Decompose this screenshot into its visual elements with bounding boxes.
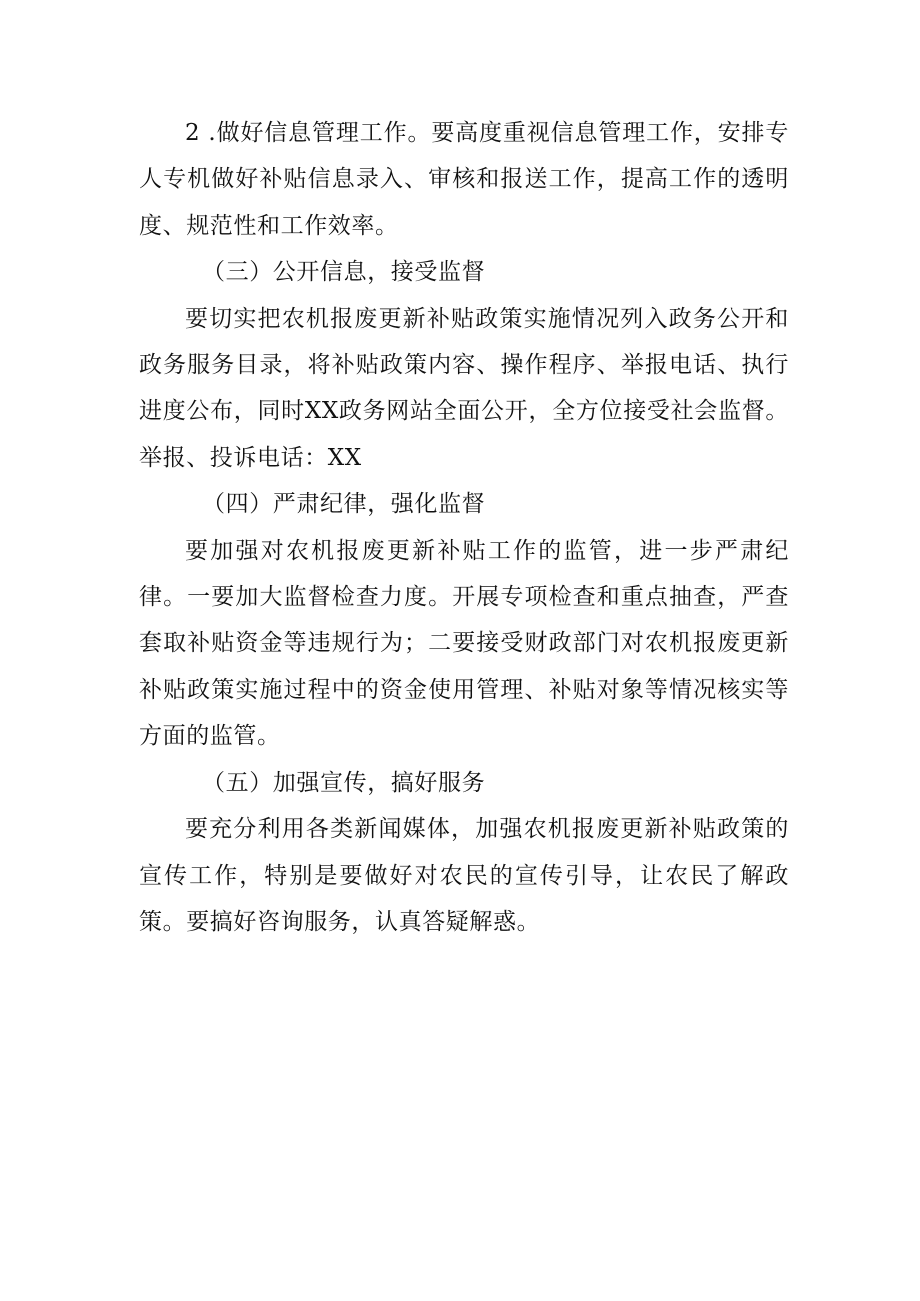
section-heading-4: （四）严肃纪律，强化监督 [202,491,486,518]
document-body [139,110,789,945]
section-heading-5: （五）加强宣传，搞好服务 [202,769,486,796]
paragraph-discipline: 要加强对农机报废更新补贴工作的监管，进一步严肃纪律。一要加大监督检查力度。开展专项检查和重点抽查，严查套取补贴资金等违规行为；二要接受财政部门对农机报废更新补贴政策实施过程中的资金使用管理、补贴对象等情况核实等方面的监管。 [139,537,789,750]
paragraph-public-info: 要切实把农机报废更新补贴政策实施情况列入政务公开和政务服务目录，将补贴政策内容、操作程序、举报电话、执行进度公布，同时XX政务网站全面公开，全方位接受社会监督。举报、投诉电话：XX [139,305,789,471]
section-heading-3: （三）公开信息，接受监督 [202,259,486,286]
paragraph-info-management: 2 .做好信息管理工作。要高度重视信息管理工作，安排专人专机做好补贴信息录入、审核和报送工作，提高工作的透明度、规范性和工作效率。 [139,120,789,239]
paragraph-publicity: 要充分利用各类新闻媒体，加强农机报废更新补贴政策的宣传工作，特别是要做好对农民的宣传引导，让农民了解政策。要搞好咨询服务，认真答疑解惑。 [139,816,789,935]
